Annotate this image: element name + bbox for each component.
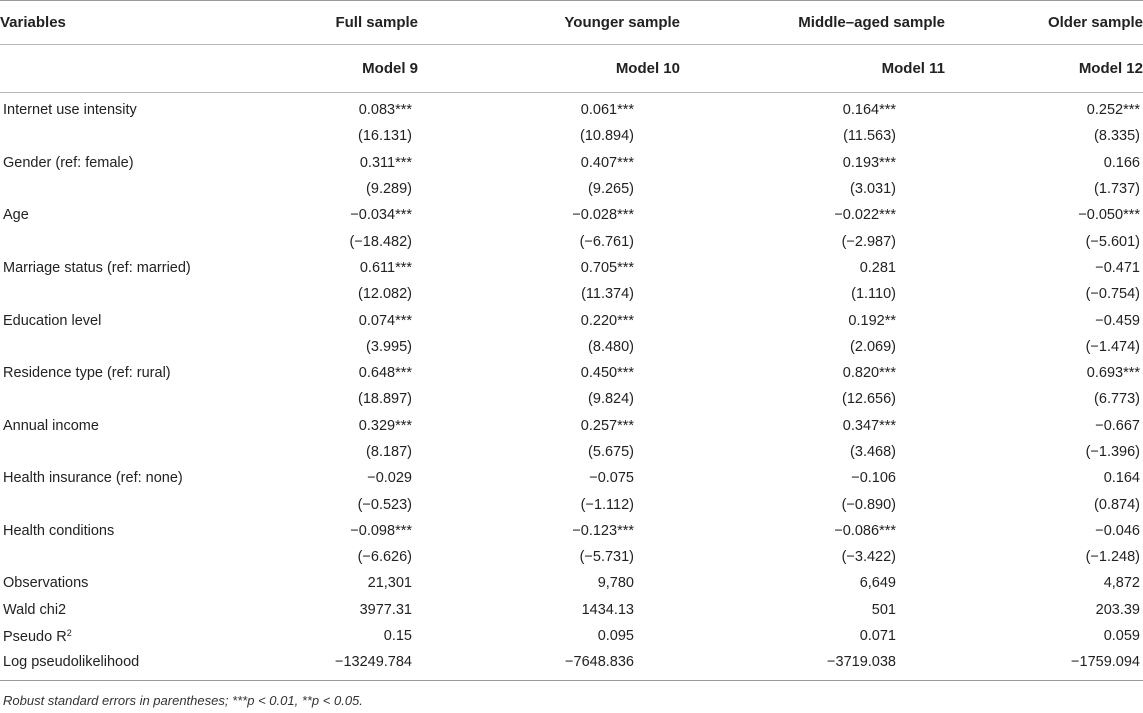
cell-model-10: 0.061*** [580, 102, 634, 119]
row-label-text: Residence type (ref: rural) [3, 365, 171, 382]
row-label [0, 255, 236, 281]
cell-model-11: (1.110) [851, 286, 896, 303]
header-younger-sample: Younger sample [418, 1, 680, 45]
cell-model-10: (5.675) [588, 444, 634, 460]
cell-model-9: (18.897) [357, 391, 412, 408]
cell-model-12: −0.471 [1095, 259, 1140, 276]
cell-model-9: 0.648*** [358, 365, 412, 382]
cell-model-9: 0.15 [383, 628, 412, 645]
cell-model-12: 4,872 [1103, 575, 1140, 592]
row-label [0, 491, 236, 517]
cell-model-12: (1.737) [1094, 181, 1140, 198]
row-label [0, 570, 236, 596]
cell-model-12: 0.059 [1103, 628, 1140, 645]
table-row [0, 307, 1143, 333]
header-row-groups [0, 1, 1143, 45]
row-label [0, 202, 236, 228]
row-label-text: Observations [3, 575, 89, 592]
row-label [0, 93, 236, 124]
row-label [0, 465, 236, 491]
cell-model-10: (−5.731) [579, 549, 634, 566]
cell-model-12: (0.874) [1094, 496, 1140, 513]
row-label-text: Gender (ref: female) [3, 154, 134, 171]
table-row [0, 439, 1143, 465]
cell-model-12: −0.459 [1095, 312, 1140, 329]
cell-model-10: (−6.761) [579, 233, 634, 250]
cell-model-9: (3.995) [366, 338, 412, 355]
table-row [0, 150, 1143, 176]
cell-model-9: (−18.482) [349, 233, 412, 250]
cell-model-11: −3719.038 [680, 649, 945, 680]
cell-model-11: (3.031) [850, 181, 896, 198]
cell-model-9: (16.131) [357, 128, 412, 145]
cell-model-10: 0.257*** [580, 417, 634, 434]
cell-model-12: (−5.601) [1085, 233, 1140, 250]
row-label-text: Age [3, 207, 29, 224]
cell-model-9: (−0.523) [357, 496, 412, 513]
cell-model-11: (−2.987) [841, 233, 896, 250]
cell-model-10: −0.123*** [572, 522, 634, 539]
table-row [0, 360, 1143, 386]
row-label [0, 281, 236, 307]
table-row [0, 544, 1143, 570]
row-label [0, 360, 236, 386]
row-label [0, 176, 236, 202]
cell-model-10: −7648.836 [418, 649, 680, 680]
cell-model-11: −0.022*** [834, 207, 896, 224]
cell-model-11: 0.192** [848, 312, 896, 329]
row-label [0, 123, 236, 149]
cell-model-10: −0.075 [589, 470, 634, 487]
cell-model-9: −13249.784 [236, 649, 418, 680]
cell-model-11: 0.193*** [842, 154, 896, 171]
cell-model-11: (−3.422) [841, 549, 896, 566]
cell-model-10: 0.220*** [580, 312, 634, 329]
table-row [0, 334, 1143, 360]
cell-model-12: 0.693*** [1086, 365, 1140, 382]
cell-model-10: 1434.13 [581, 601, 634, 618]
cell-model-11: (2.069) [850, 338, 896, 355]
cell-model-12: (8.335) [1094, 128, 1140, 145]
table-row [0, 255, 1143, 281]
cell-model-10: (9.265) [588, 181, 634, 198]
cell-model-11: 0.281 [859, 259, 896, 276]
row-label [0, 150, 236, 176]
cell-model-12: −0.050*** [1078, 207, 1140, 224]
table-row [0, 176, 1143, 202]
row-label-text: Education level [3, 312, 102, 329]
cell-model-12: 0.252*** [1086, 102, 1140, 119]
cell-model-10: −0.028*** [572, 207, 634, 224]
row-label-text: Marriage status (ref: married) [3, 259, 191, 276]
row-label [0, 413, 236, 439]
header-model-11: Model 11 [680, 45, 945, 93]
header-older-sample: Older sample [945, 1, 1143, 45]
row-label-text: Health conditions [3, 522, 115, 539]
row-label-text: Health insurance (ref: none) [3, 470, 183, 487]
cell-model-10: (8.480) [588, 338, 634, 355]
table-footnote: Robust standard errors in parentheses; ***p < 0.01, **p < 0.05. [3, 693, 363, 708]
header-full-sample: Full sample [236, 1, 418, 45]
cell-model-9: (−6.626) [357, 549, 412, 566]
cell-model-10: 0.095 [597, 628, 634, 645]
cell-model-11: 6,649 [859, 575, 896, 592]
cell-model-11: −0.086*** [834, 522, 896, 539]
row-label [0, 307, 236, 333]
table-row [0, 93, 1143, 124]
row-label [0, 334, 236, 360]
header-model-10: Model 10 [418, 45, 680, 93]
cell-model-9: 0.074*** [358, 312, 412, 329]
header-blank-cell [0, 45, 236, 93]
table-row [0, 202, 1143, 228]
cell-model-10: 0.450*** [580, 365, 634, 382]
table-row [0, 649, 1143, 680]
row-label [0, 439, 236, 465]
cell-model-9: (8.187) [366, 444, 412, 460]
cell-model-11: 501 [871, 601, 896, 618]
cell-model-10: 9,780 [597, 575, 634, 592]
row-label [0, 649, 236, 680]
cell-model-10: 0.407*** [580, 154, 634, 171]
cell-model-9: 21,301 [367, 575, 412, 592]
cell-model-9: 0.329*** [358, 417, 412, 434]
header-variables: Variables [0, 1, 236, 45]
header-middle-aged-sample: Middle–aged sample [680, 1, 945, 45]
cell-model-11: 0.164*** [842, 102, 896, 119]
table-row [0, 570, 1143, 596]
table-row [0, 491, 1143, 517]
cell-model-9: −0.029 [367, 470, 412, 487]
cell-model-12: −0.046 [1095, 522, 1140, 539]
cell-model-11: 0.347*** [842, 417, 896, 434]
cell-model-12: (−1.474) [1085, 338, 1140, 355]
cell-model-9: (9.289) [366, 181, 412, 198]
row-label [0, 228, 236, 254]
table-row [0, 413, 1143, 439]
cell-model-9: 0.311*** [359, 154, 412, 171]
row-label [0, 544, 236, 570]
table-row [0, 465, 1143, 491]
table-row [0, 597, 1143, 623]
row-label [0, 623, 236, 649]
cell-model-10: (9.824) [588, 391, 634, 408]
row-label-text: Internet use intensity [3, 102, 137, 119]
header-model-12: Model 12 [945, 45, 1143, 93]
table-row [0, 228, 1143, 254]
cell-model-12: (−1.396) [1085, 444, 1140, 460]
row-label-text: Annual income [3, 417, 99, 434]
cell-model-12: (−0.754) [1085, 286, 1140, 303]
cell-model-12: (6.773) [1094, 391, 1140, 408]
header-row-models [0, 45, 1143, 93]
cell-model-11: (11.563) [843, 128, 896, 145]
table-row [0, 123, 1143, 149]
cell-model-12: (−1.248) [1085, 549, 1140, 566]
cell-model-9: 0.083*** [358, 102, 412, 119]
row-label [0, 597, 236, 623]
cell-model-10: (10.894) [579, 128, 634, 145]
cell-model-11: 0.071 [859, 628, 896, 645]
cell-model-9: 0.611*** [359, 259, 412, 276]
table-body [0, 93, 1143, 681]
row-label-text: Log pseudolikelihood [3, 654, 140, 671]
table-row [0, 623, 1143, 649]
row-label-superscript: 2 [66, 627, 72, 638]
cell-model-10: (11.374) [581, 286, 634, 303]
cell-model-11: 0.820*** [842, 365, 896, 382]
cell-model-10: (−1.112) [580, 496, 634, 513]
cell-model-11: (−0.890) [841, 496, 896, 513]
cell-model-12: 203.39 [1095, 601, 1140, 618]
cell-model-9: 3977.31 [359, 601, 412, 618]
cell-model-12: 0.164 [1103, 470, 1140, 487]
table-row [0, 386, 1143, 412]
cell-model-10: 0.705*** [580, 259, 634, 276]
row-label-text: Pseudo R [3, 628, 67, 645]
cell-model-11: (12.656) [841, 391, 896, 408]
header-model-9: Model 9 [236, 45, 418, 93]
cell-model-12: −0.667 [1095, 417, 1140, 434]
row-label [0, 386, 236, 412]
row-label [0, 518, 236, 544]
table-row [0, 281, 1143, 307]
cell-model-12: 0.166 [1103, 154, 1140, 171]
row-label-text: Wald chi2 [3, 601, 67, 618]
cell-model-9: −0.034*** [350, 207, 412, 224]
cell-model-11: −0.106 [851, 470, 896, 487]
cell-model-9: −0.098*** [350, 522, 412, 539]
cell-model-11: (3.468) [850, 444, 896, 460]
cell-model-12: −1759.094 [945, 649, 1143, 680]
cell-model-9: (12.082) [357, 286, 412, 303]
table-row [0, 518, 1143, 544]
